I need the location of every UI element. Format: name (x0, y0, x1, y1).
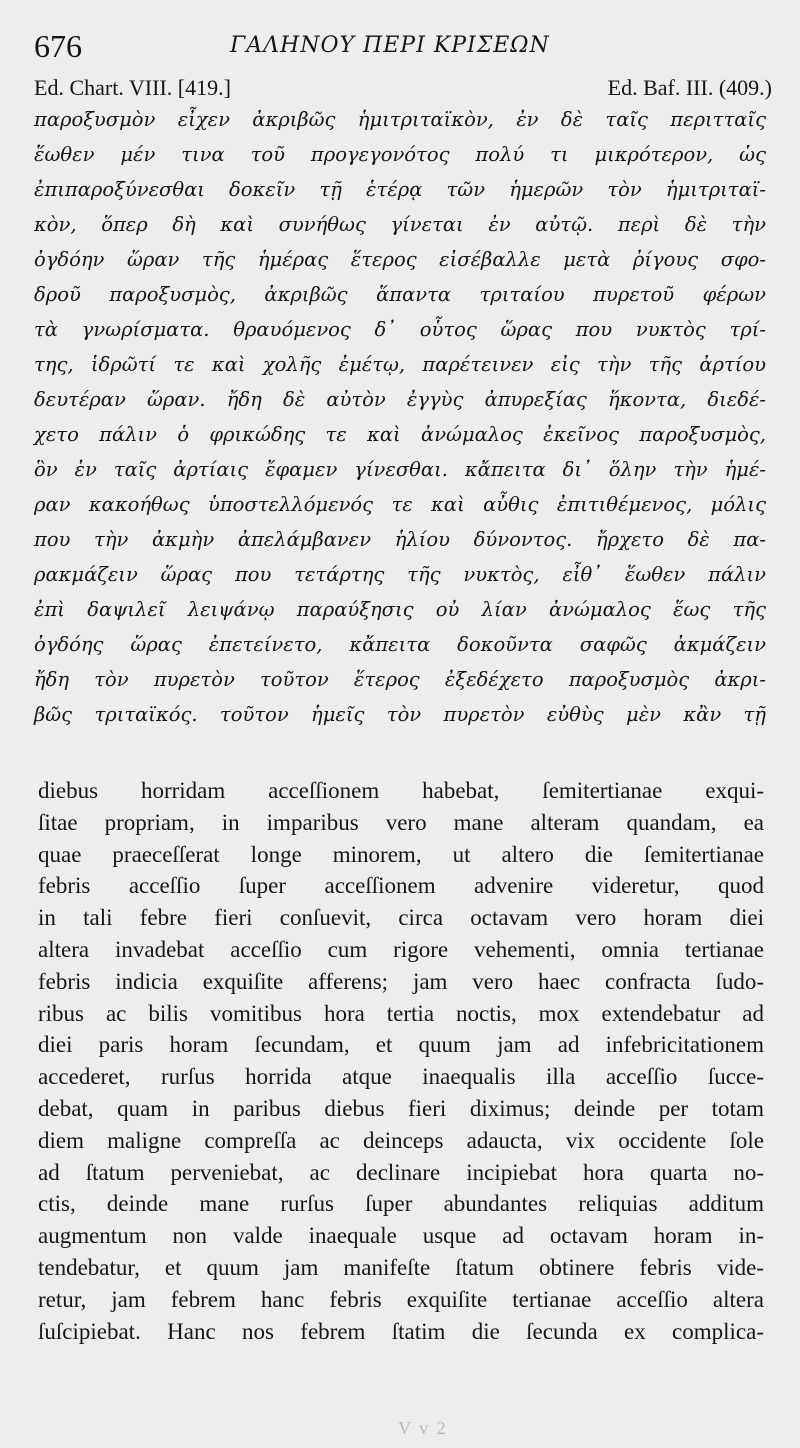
latin-line: diei paris horam ſecundam, et quum jam ad infebricitationem (38, 1032, 764, 1058)
latin-line: accederet, rurſus horrida atque inaequalis illa acceſſio ſucce- (38, 1064, 764, 1090)
latin-line: diem maligne compreſſa ac deinceps adaucta, vix occidente ſole (38, 1127, 764, 1153)
edition-reference-chartier: Ed. Chart. VIII. [419.] (34, 75, 231, 100)
greek-line: δροῦ παροξυσμὸς, ἀκριβῶς ἅπαντα τριταίου πυρετοῦ φέρων (34, 283, 766, 306)
edition-reference-basel: Ed. Baf. III. (409.) (607, 75, 772, 100)
greek-line: ἐπὶ δαψιλεῖ λειψάνῳ παραύξησις οὐ λίαν ἀνώμαλος ἕως τῆς (34, 598, 766, 621)
greek-line: κὸν, ὅπερ δὴ καὶ συνήθως γίνεται ἐν αὐτῷ. περὶ δὲ τὴν (34, 213, 766, 236)
greek-line: ὃν ἐν ταῖς ἀρτίαις ἔφαμεν γίνεσθαι. κἄπειτα δι᾽ ὅλην τὴν ἡμέ- (34, 458, 766, 481)
greek-line: ἐπιπαροξύνεσθαι δοκεῖν τῇ ἑτέρᾳ τῶν ἡμερῶν τὸν ἡμιτριταϊ- (34, 178, 766, 201)
greek-line: ἤδη τὸν πυρετὸν τοῦτον ἕτερος ἐξεδέχετο παροξυσμὸς ἀκρι- (34, 668, 766, 691)
latin-line: ctis, deinde mane rurſus ſuper abundantes reliquias additum (38, 1191, 764, 1217)
greek-line: ὀγδόην ὥραν τῆς ἡμέρας ἕτερος εἰσέβαλλε μετὰ ῥίγους σφο- (34, 248, 766, 271)
greek-line: χετο πάλιν ὁ φρικώδης τε καὶ ἀνώμαλος ἐκεῖνος παροξυσμὸς, (34, 423, 766, 446)
latin-line: debat, quam in paribus diebus fieri diximus; deinde per totam (38, 1095, 764, 1121)
signature-mark: V v 2 (398, 1418, 448, 1438)
greek-line: που τὴν ἀκμὴν ἀπελάμβανεν ἡλίου δύνοντος. ἤρχετο δὲ πα- (34, 528, 766, 551)
greek-line: ρακμάζειν ὥρας που τετάρτης τῆς νυκτὸς, εἶθ᾽ ἕωθεν πάλιν (34, 563, 766, 586)
latin-line: augmentum non valde inaequale usque ad octavam horam in- (38, 1223, 764, 1249)
latin-line: febris acceſſio ſuper acceſſionem advenire videretur, quod (38, 873, 764, 899)
latin-line: diebus horridam acceſſionem habebat, ſemitertianae exqui- (38, 778, 764, 803)
greek-line: παροξυσμὸν εἶχεν ἀκριβῶς ἡμιτριταϊκὸν, ἐν δὲ ταῖς περιτταῖς (34, 108, 766, 131)
running-title: ΓΑΛΗΝΟΥ ΠΕΡΙ ΚΡΙΣΕΩΝ (230, 33, 550, 58)
latin-line: ſitae propriam, in imparibus vero mane alteram quandam, ea (38, 809, 764, 835)
latin-text-block (38, 775, 764, 1347)
page-number: 676 (34, 28, 82, 64)
edition-references (34, 72, 772, 104)
latin-line: altera invadebat acceſſio cum rigore vehementi, omnia tertianae (38, 936, 764, 962)
latin-line: febris indicia exquiſite afferens; jam vero haec confracta ſudo- (38, 968, 764, 994)
latin-line: ribus ac bilis vomitibus hora tertia noctis, mox extendebatur ad (38, 1000, 764, 1026)
greek-line: ὀγδόης ὥρας ἐπετείνετο, κἄπειτα δοκοῦντα σαφῶς ἀκμάζειν (34, 633, 766, 656)
greek-text-block (34, 102, 766, 732)
greek-line: δευτέραν ὥραν. ἤδη δὲ αὐτὸν ἐγγὺς ἀπυρεξίας ἥκοντα, διεδέ- (34, 388, 766, 411)
latin-line: ſuſcipiebat. Hanc nos febrem ſtatim die ſecunda ex complica- (38, 1318, 764, 1344)
greek-line: της, ἱδρῶτί τε καὶ χολῆς ἐμέτῳ, παρέτεινεν εἰς τὴν τῆς ἀρτίου (34, 353, 766, 376)
running-head (34, 26, 762, 66)
greek-line: ραν κακοήθως ὑποστελλόμενός τε καὶ αὖθις ἐπιτιθέμενος, μόλις (34, 493, 766, 516)
latin-line: ad ſtatum perveniebat, ac declinare incipiebat hora quarta no- (38, 1159, 764, 1185)
greek-line: βῶς τριταϊκός. τοῦτον ἡμεῖς τὸν πυρετὸν εὐθὺς μὲν κἂν τῇ (34, 703, 766, 726)
latin-line: retur, jam febrem hanc febris exquiſite tertianae acceſſio altera (38, 1286, 764, 1312)
latin-line: quae praeceſſerat longe minorem, ut altero die ſemitertianae (38, 841, 764, 867)
greek-line: ἕωθεν μέν τινα τοῦ προγεγονότος πολύ τι μικρότερον, ὡς (34, 143, 766, 166)
latin-line: tendebatur, et quum jam manifeſte ſtatum obtinere febris vide- (38, 1254, 764, 1280)
greek-line: τὰ γνωρίσματα. θραυόμενος δ᾽ οὗτος ὥρας που νυκτὸς τρί- (34, 318, 766, 341)
latin-line: in tali febre fieri conſuevit, circa octavam vero horam diei (38, 905, 764, 931)
